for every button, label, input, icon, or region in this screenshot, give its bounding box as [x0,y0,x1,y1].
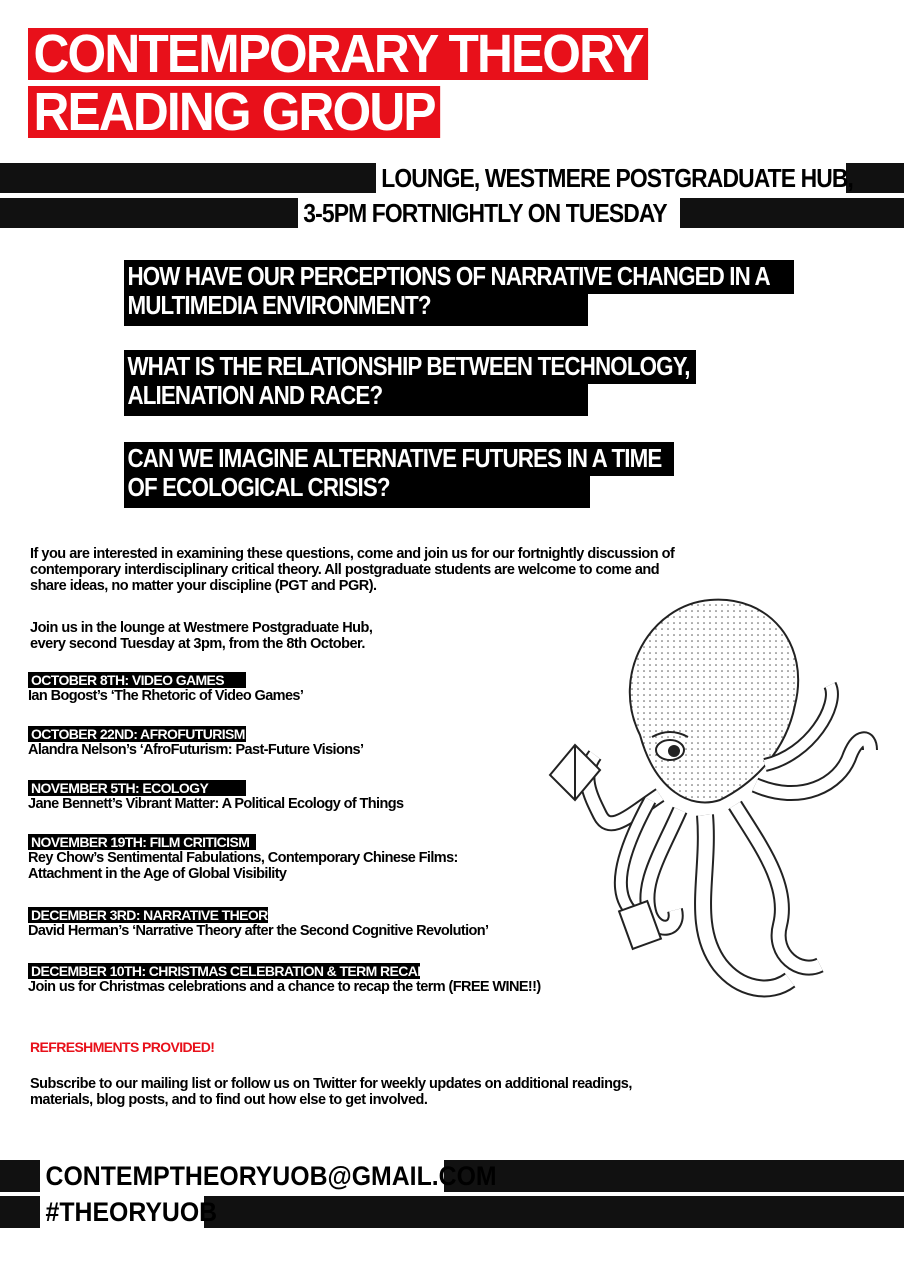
schedule-reading-4-line-2: Attachment in the Age of Global Visibility [28,866,287,882]
question-3-line-1: CAN WE IMAGINE ALTERNATIVE FUTURES IN A TIME [127,443,662,473]
email-bg [40,1160,497,1192]
contact-hashtag[interactable]: #THEORYUOB [45,1197,218,1227]
question-1-text [124,262,773,320]
schedule-reading-6: Join us for Christmas celebrations and a chance to recap the term (FREE WINE!!) [28,979,541,995]
intro-line-2: contemporary interdisciplinary critical theory. All postgraduate students are welcome to come and [30,562,660,578]
subscribe-line-1: Subscribe to our mailing list or follow us on Twitter for weekly updates on additional readings, [30,1076,632,1092]
question-3-text [124,444,665,502]
schedule-item-5 [28,907,488,939]
title-line-2: READING GROUP [28,86,440,138]
question-1-line-1: HOW HAVE OUR PERCEPTIONS OF NARRATIVE CHANGED IN A [127,261,770,291]
schedule-date-1: OCTOBER 8TH: VIDEO GAMES [28,672,246,688]
venue-text-bg-2 [298,198,680,228]
title-line-1: CONTEMPORARY THEORY [28,28,648,80]
subscribe-line-2: materials, blog posts, and to find out how else to get involved. [30,1092,428,1108]
schedule-date-4: NOVEMBER 19TH: FILM CRITICISM [28,834,256,850]
venue-text-bg-1 [376,163,854,193]
question-2-line-2: ALIENATION AND RACE? [127,380,383,410]
schedule-item-1 [28,672,303,704]
schedule-item-2 [28,726,363,758]
title-block [28,24,702,84]
schedule-reading-4-line-1: Rey Chow’s Sentimental Fabulations, Contemporary Chinese Films: [28,850,458,866]
title-block-2 [28,82,476,142]
schedule-date-3: NOVEMBER 5TH: ECOLOGY [28,780,246,796]
schedule-item-6 [28,963,541,995]
question-2-line-1: WHAT IS THE RELATIONSHIP BETWEEN TECHNOLOGY, [127,351,690,381]
intro-line-1: If you are interested in examining these questions, come and join us for our fortnightly discussion of [30,546,675,562]
schedule-reading-5: David Herman’s ‘Narrative Theory after the Second Cognitive Revolution’ [28,923,489,939]
schedule-date-2: OCTOBER 22ND: AFROFUTURISM [28,726,246,742]
refreshments-note: REFRESHMENTS PROVIDED! [30,1039,215,1055]
hashtag-bg [40,1196,218,1228]
schedule-reading-3: Jane Bennett’s Vibrant Matter: A Political Ecology of Things [28,796,404,812]
schedule-reading-1: Ian Bogost’s ‘The Rhetoric of Video Games’ [28,688,304,704]
subscribe-paragraph [30,1076,730,1108]
join-line-1: Join us in the lounge at Westmere Postgraduate Hub, [30,620,373,636]
schedule-item-4 [28,834,458,882]
octopus-illustration [540,585,880,1015]
question-2-text [124,352,693,410]
schedule-date-6: DECEMBER 10TH: CHRISTMAS CELEBRATION & TERM RECAP! [28,963,420,979]
venue-line-2: 3-5PM FORTNIGHTLY ON TUESDAY [303,198,667,228]
question-3-line-2: OF ECOLOGICAL CRISIS? [127,472,390,502]
schedule-reading-2: Alandra Nelson’s ‘AfroFuturism: Past-Future Visions’ [28,742,364,758]
schedule-date-5: DECEMBER 3RD: NARRATIVE THEORY [28,907,268,923]
question-1-line-2: MULTIMEDIA ENVIRONMENT? [127,290,431,320]
join-paragraph [30,620,530,652]
venue-line-1: LOUNGE, WESTMERE POSTGRADUATE HUB, [381,163,854,193]
intro-line-3: share ideas, no matter your discipline (PGT and PGR). [30,578,377,594]
join-line-2: every second Tuesday at 3pm, from the 8th October. [30,636,365,652]
contact-email[interactable]: CONTEMPTHEORYUOB@GMAIL.COM [45,1161,497,1191]
schedule-item-3 [28,780,403,812]
